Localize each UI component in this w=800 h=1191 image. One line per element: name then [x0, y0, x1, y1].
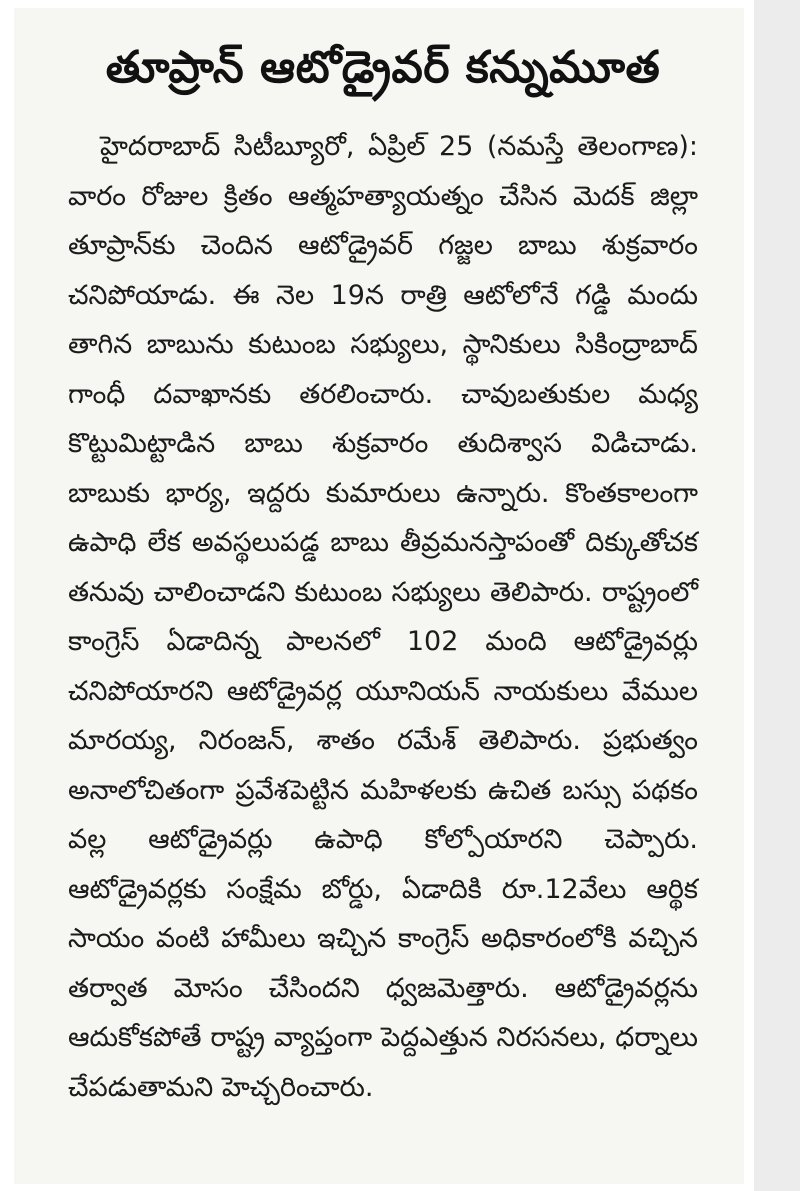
article-headline: తూప్రాన్ ఆటోడ్రైవర్ కన్నుమూత	[105, 42, 661, 93]
page-margin-strip	[754, 0, 800, 1191]
newspaper-clipping	[14, 8, 744, 1184]
article-body-text: వారం రోజుల క్రితం ఆత్మహత్యాయత్నం చేసిన మెదక్ జిల్లా తూప్రాన్‌కు చెందిన ఆటోడ్రైవర్ గజ్జల బాబు శుక్రవారం చనిపోయాడు. ఈ నెల 19న రాత్రి ఆటోలోనే గడ్డి మందు తాగిన బాబును కుటుంబ సభ్యులు, స్థానికులు సికింద్రాబాద్ గాంధీ దవాఖానకు తరలించారు. చావుబతుకుల మధ్య కొట్టుమిట్టాడిన బాబు శుక్రవారం తుదిశ్వాస విడిచాడు. బాబుకు భార్య, ఇద్దరు కుమారులు ఉన్నారు. కొంతకాలంగా ఉపాధి లేక అవస్థలుపడ్డ బాబు తీవ్రమనస్తాపంతో దిక్కుతోచక తనువు చాలించాడని కుటుంబ సభ్యులు తెలిపారు. రాష్ట్రంలో కాంగ్రెస్ ఏడాదిన్న పాలనలో 102 మంది ఆటోడ్రైవర్లు చనిపోయారని ఆటోడ్రైవర్ల యూనియన్ నాయకులు వేముల మారయ్య, నిరంజన్, శాతం రమేశ్ తెలిపారు. ప్రభుత్వం అనాలోచితంగా ప్రవేశపెట్టిన మహిళలకు ఉచిత బస్సు పథకం వల్ల ఆటోడ్రైవర్లు ఉపాధి కోల్పోయారని చెప్పారు. ఆటోడ్రైవర్లకు సంక్షేమ బోర్డు, ఏడాదికి రూ.12వేలు ఆర్థిక సాయం వంటి హామీలు ఇచ్చిన కాంగ్రెస్ అధికారంలోకి వచ్చిన తర్వాత మోసం చేసిందని ధ్వజమెత్తారు. ఆటోడ్రైవర్లను ఆదుకోకపోతే రాష్ట్ర వ్యాప్తంగా పెద్దఎత్తున నిరసనలు, ధర్నాలు చేపడుతామని హెచ్చరించారు.	[68, 180, 698, 1103]
article-body	[68, 122, 698, 1112]
article-dateline: హైదరాబాద్ సిటీబ్యూరో, ఏప్రిల్ 25 (నమస్తే తెలంగాణ):	[100, 131, 698, 162]
